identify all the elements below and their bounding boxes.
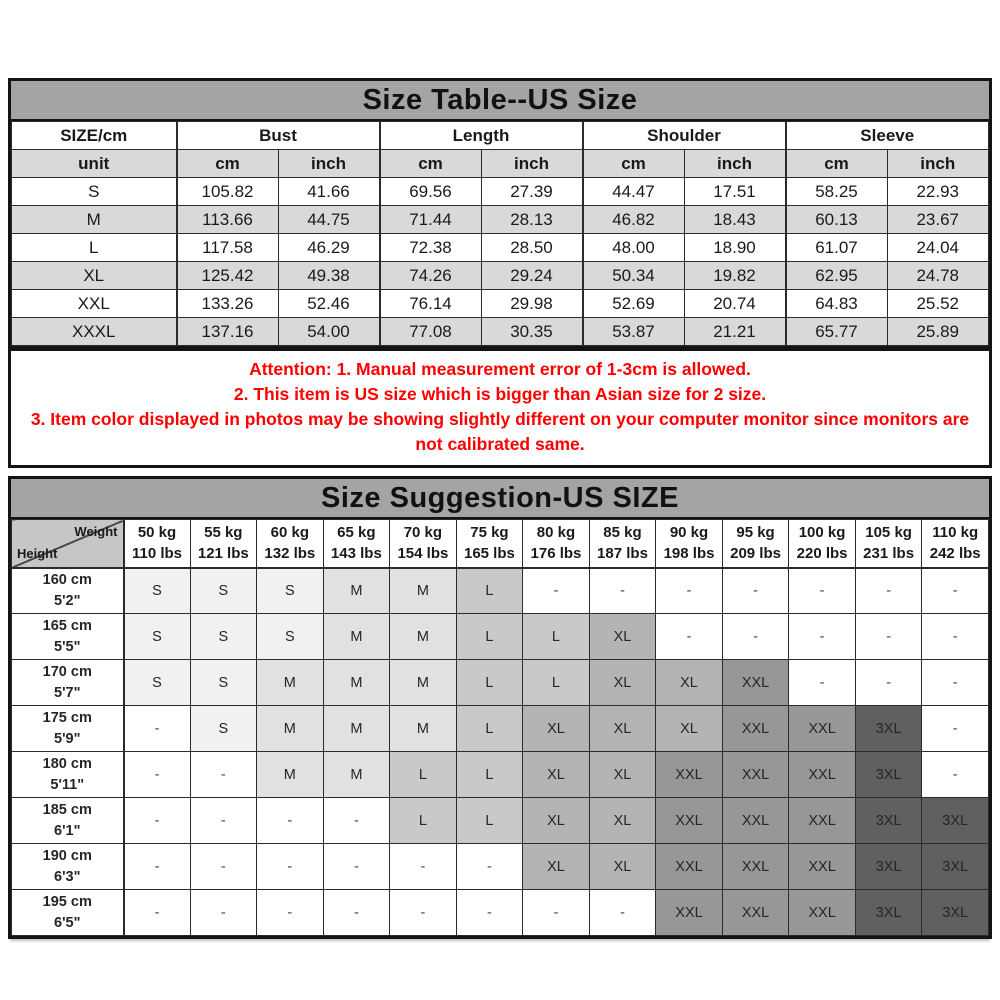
weight-kg-label: 85 kg xyxy=(603,523,642,541)
weight-lbs-label: 121 lbs xyxy=(197,545,249,563)
size-row xyxy=(12,178,989,206)
suggested-size-cell: - xyxy=(523,568,590,614)
height-cm-label: 165 cm xyxy=(42,618,92,635)
suggested-size-cell: S xyxy=(257,568,324,614)
size-suggestion-table xyxy=(11,519,989,936)
size-row xyxy=(12,318,989,346)
suggested-size-cell: XL xyxy=(589,752,656,798)
weight-lbs-label: 132 lbs xyxy=(264,545,316,563)
attention-line: Attention: 1. Manual measurement error of 1-3cm is allowed. xyxy=(249,359,751,379)
weight-kg-label: 60 kg xyxy=(270,523,309,541)
height-ft-label: 5'5" xyxy=(54,638,81,655)
height-header-cell xyxy=(12,706,124,752)
size-row xyxy=(12,262,989,290)
weight-header-cell xyxy=(456,520,523,568)
suggested-size-cell: M xyxy=(257,706,324,752)
measure-value-cell: 105.82 xyxy=(177,178,279,206)
suggested-size-cell: XXL xyxy=(722,660,789,706)
measure-value-cell: 64.83 xyxy=(786,290,888,318)
suggestion-row xyxy=(12,660,989,706)
suggested-size-cell: XL xyxy=(523,798,590,844)
weight-header-cell xyxy=(656,520,723,568)
suggested-size-cell: XL xyxy=(523,844,590,890)
measure-value-cell: 41.66 xyxy=(278,178,380,206)
attention-line: 2. This item is US size which is bigger than Asian size for 2 size. xyxy=(233,384,767,404)
suggested-size-cell: L xyxy=(456,706,523,752)
measure-group-header: Shoulder xyxy=(583,122,786,150)
size-label-cell: S xyxy=(12,178,177,206)
suggested-size-cell: - xyxy=(722,614,789,660)
height-cm-label: 190 cm xyxy=(42,848,92,865)
suggested-size-cell: - xyxy=(722,568,789,614)
suggested-size-cell: XL xyxy=(656,706,723,752)
suggested-size-cell: S xyxy=(190,568,257,614)
height-ft-label: 6'3" xyxy=(54,868,81,885)
suggestion-row xyxy=(12,890,989,936)
suggested-size-cell: S xyxy=(190,614,257,660)
measure-value-cell: 23.67 xyxy=(887,206,989,234)
attention-note xyxy=(8,348,992,468)
weight-kg-label: 105 kg xyxy=(865,523,912,541)
suggested-size-cell: L xyxy=(456,752,523,798)
suggested-size-cell: - xyxy=(922,660,989,706)
unit-cell: cm xyxy=(583,150,685,178)
suggested-size-cell: - xyxy=(190,844,257,890)
measure-value-cell: 18.90 xyxy=(684,234,786,262)
suggested-size-cell: L xyxy=(456,660,523,706)
suggested-size-cell: M xyxy=(390,660,457,706)
weight-lbs-label: 187 lbs xyxy=(597,545,648,563)
measure-value-cell: 28.13 xyxy=(481,206,583,234)
suggested-size-cell: - xyxy=(656,568,723,614)
suggested-size-cell: - xyxy=(589,890,656,936)
suggested-size-cell: - xyxy=(124,798,191,844)
measure-value-cell: 69.56 xyxy=(380,178,482,206)
measure-value-cell: 25.89 xyxy=(887,318,989,346)
size-table-group-header-row xyxy=(12,122,989,150)
measure-value-cell: 72.38 xyxy=(380,234,482,262)
suggested-size-cell: - xyxy=(855,614,922,660)
attention-line: 3. Item color displayed in photos may be showing slightly different on your computer monitor since monitors are not calibrated same. xyxy=(30,409,970,454)
suggestion-row xyxy=(12,614,989,660)
measure-group-header: Length xyxy=(380,122,583,150)
suggested-size-cell: 3XL xyxy=(855,752,922,798)
measure-value-cell: 30.35 xyxy=(481,318,583,346)
suggested-size-cell: L xyxy=(456,798,523,844)
height-header-cell xyxy=(12,890,124,936)
suggested-size-cell: - xyxy=(124,752,191,798)
suggested-size-cell: XL xyxy=(589,706,656,752)
suggested-size-cell: XXL xyxy=(789,752,856,798)
suggested-size-cell: 3XL xyxy=(855,706,922,752)
weight-kg-label: 65 kg xyxy=(337,523,376,541)
suggested-size-cell: M xyxy=(323,568,390,614)
suggested-size-cell: XXL xyxy=(722,706,789,752)
measure-value-cell: 21.21 xyxy=(684,318,786,346)
measure-value-cell: 53.87 xyxy=(583,318,685,346)
size-label-cell: XXL xyxy=(12,290,177,318)
measure-value-cell: 17.51 xyxy=(684,178,786,206)
suggested-size-cell: - xyxy=(124,890,191,936)
measure-value-cell: 49.38 xyxy=(278,262,380,290)
size-suggestion-title: Size Suggestion-US SIZE xyxy=(11,479,989,519)
suggested-size-cell: XL xyxy=(589,798,656,844)
size-suggestion-body xyxy=(12,568,989,936)
weight-header-cell xyxy=(390,520,457,568)
height-header-cell xyxy=(12,752,124,798)
measure-value-cell: 113.66 xyxy=(177,206,279,234)
measure-value-cell: 58.25 xyxy=(786,178,888,206)
size-column-header: SIZE/cm xyxy=(12,122,177,150)
suggested-size-cell: - xyxy=(257,844,324,890)
measure-value-cell: 25.52 xyxy=(887,290,989,318)
suggested-size-cell: - xyxy=(456,890,523,936)
suggested-size-cell: M xyxy=(323,752,390,798)
suggested-size-cell: - xyxy=(922,752,989,798)
weight-kg-label: 110 kg xyxy=(932,523,979,541)
weight-lbs-label: 220 lbs xyxy=(796,545,848,563)
suggested-size-cell: - xyxy=(190,752,257,798)
height-header-cell xyxy=(12,660,124,706)
measure-group-header: Sleeve xyxy=(786,122,989,150)
measure-value-cell: 24.04 xyxy=(887,234,989,262)
suggested-size-cell: - xyxy=(789,660,856,706)
unit-cell: inch xyxy=(278,150,380,178)
suggested-size-cell: XXL xyxy=(656,798,723,844)
weight-kg-label: 75 kg xyxy=(470,523,509,541)
size-suggestion-header-row xyxy=(12,520,989,568)
suggested-size-cell: - xyxy=(323,844,390,890)
weight-header-cell xyxy=(523,520,590,568)
measure-value-cell: 74.26 xyxy=(380,262,482,290)
suggested-size-cell: 3XL xyxy=(855,844,922,890)
size-suggestion-block xyxy=(8,476,992,939)
size-row xyxy=(12,206,989,234)
measure-value-cell: 50.34 xyxy=(583,262,685,290)
suggested-size-cell: S xyxy=(190,660,257,706)
suggested-size-cell: XL xyxy=(589,660,656,706)
suggested-size-cell: M xyxy=(390,568,457,614)
suggested-size-cell: - xyxy=(855,660,922,706)
suggested-size-cell: - xyxy=(456,844,523,890)
height-ft-label: 5'2" xyxy=(54,592,81,609)
measure-value-cell: 46.29 xyxy=(278,234,380,262)
weight-kg-label: 50 kg xyxy=(137,523,177,541)
weight-lbs-label: 176 lbs xyxy=(530,545,582,563)
suggested-size-cell: XXL xyxy=(656,752,723,798)
size-label-cell: XL xyxy=(12,262,177,290)
weight-kg-label: 55 kg xyxy=(204,523,243,541)
size-row xyxy=(12,290,989,318)
size-label-cell: XXXL xyxy=(12,318,177,346)
weight-lbs-label: 165 lbs xyxy=(463,545,515,563)
measure-value-cell: 52.46 xyxy=(278,290,380,318)
weight-header-cell xyxy=(855,520,922,568)
height-cm-label: 175 cm xyxy=(42,710,92,727)
suggested-size-cell: L xyxy=(456,568,523,614)
suggested-size-cell: - xyxy=(390,844,457,890)
height-ft-label: 5'9" xyxy=(54,730,81,747)
suggested-size-cell: XL xyxy=(656,660,723,706)
suggested-size-cell: L xyxy=(390,798,457,844)
suggested-size-cell: - xyxy=(257,798,324,844)
corner-height-label: Height xyxy=(17,545,58,561)
weight-kg-label: 80 kg xyxy=(536,523,576,541)
weight-lbs-label: 110 lbs xyxy=(131,545,183,563)
height-ft-label: 6'5" xyxy=(54,914,81,931)
suggested-size-cell: M xyxy=(390,706,457,752)
suggestion-row xyxy=(12,706,989,752)
measure-value-cell: 125.42 xyxy=(177,262,279,290)
suggested-size-cell: M xyxy=(323,614,390,660)
weight-kg-label: 100 kg xyxy=(798,523,846,541)
weight-header-cell xyxy=(190,520,257,568)
size-table-title: Size Table--US Size xyxy=(11,81,989,121)
suggested-size-cell: 3XL xyxy=(922,890,989,936)
measure-value-cell: 46.82 xyxy=(583,206,685,234)
weight-lbs-label: 143 lbs xyxy=(330,545,382,563)
size-label-cell: M xyxy=(12,206,177,234)
size-table-block xyxy=(8,78,992,349)
measure-value-cell: 27.39 xyxy=(481,178,583,206)
suggested-size-cell: - xyxy=(922,568,989,614)
suggested-size-cell: XL xyxy=(589,844,656,890)
suggested-size-cell: S xyxy=(124,660,191,706)
suggestion-row xyxy=(12,752,989,798)
suggested-size-cell: 3XL xyxy=(855,890,922,936)
suggested-size-cell: XL xyxy=(523,706,590,752)
suggested-size-cell: 3XL xyxy=(922,844,989,890)
suggested-size-cell: S xyxy=(190,706,257,752)
measure-value-cell: 54.00 xyxy=(278,318,380,346)
suggested-size-cell: XL xyxy=(589,614,656,660)
suggested-size-cell: M xyxy=(323,706,390,752)
unit-cell: cm xyxy=(380,150,482,178)
weight-header-cell xyxy=(722,520,789,568)
suggested-size-cell: L xyxy=(523,660,590,706)
measure-value-cell: 65.77 xyxy=(786,318,888,346)
measure-value-cell: 137.16 xyxy=(177,318,279,346)
size-table xyxy=(11,121,989,346)
suggested-size-cell: - xyxy=(323,798,390,844)
measure-value-cell: 61.07 xyxy=(786,234,888,262)
suggested-size-cell: - xyxy=(124,706,191,752)
suggested-size-cell: - xyxy=(523,890,590,936)
suggested-size-cell: 3XL xyxy=(922,798,989,844)
suggested-size-cell: - xyxy=(922,706,989,752)
suggested-size-cell: - xyxy=(789,568,856,614)
height-cm-label: 195 cm xyxy=(42,894,92,911)
measure-value-cell: 20.74 xyxy=(684,290,786,318)
height-header-cell xyxy=(12,844,124,890)
suggestion-row xyxy=(12,568,989,614)
size-label-cell: L xyxy=(12,234,177,262)
suggested-size-cell: L xyxy=(456,614,523,660)
measure-value-cell: 29.24 xyxy=(481,262,583,290)
weight-lbs-label: 242 lbs xyxy=(929,545,981,563)
weight-header-cell xyxy=(124,520,191,568)
suggested-size-cell: XXL xyxy=(722,752,789,798)
suggested-size-cell: - xyxy=(124,844,191,890)
suggestion-row xyxy=(12,798,989,844)
suggested-size-cell: - xyxy=(190,890,257,936)
height-header-cell xyxy=(12,568,124,614)
suggested-size-cell: L xyxy=(390,752,457,798)
measure-value-cell: 76.14 xyxy=(380,290,482,318)
suggested-size-cell: L xyxy=(523,614,590,660)
measure-value-cell: 19.82 xyxy=(684,262,786,290)
measure-value-cell: 71.44 xyxy=(380,206,482,234)
suggested-size-cell: - xyxy=(855,568,922,614)
suggested-size-cell: XXL xyxy=(789,844,856,890)
height-cm-label: 160 cm xyxy=(42,572,92,589)
height-header-cell xyxy=(12,798,124,844)
unit-cell: cm xyxy=(786,150,888,178)
suggested-size-cell: - xyxy=(390,890,457,936)
measure-value-cell: 24.78 xyxy=(887,262,989,290)
size-row xyxy=(12,234,989,262)
suggested-size-cell: S xyxy=(124,568,191,614)
suggested-size-cell: M xyxy=(257,660,324,706)
height-cm-label: 180 cm xyxy=(42,756,92,773)
suggested-size-cell: XXL xyxy=(722,890,789,936)
corner-weight-label: Weight xyxy=(74,524,118,539)
suggested-size-cell: M xyxy=(323,660,390,706)
measure-value-cell: 133.26 xyxy=(177,290,279,318)
height-cm-label: 170 cm xyxy=(42,664,92,681)
unit-cell: inch xyxy=(684,150,786,178)
unit-cell: inch xyxy=(481,150,583,178)
measure-value-cell: 22.93 xyxy=(887,178,989,206)
measure-value-cell: 52.69 xyxy=(583,290,685,318)
measure-value-cell: 44.75 xyxy=(278,206,380,234)
suggested-size-cell: - xyxy=(257,890,324,936)
weight-lbs-label: 154 lbs xyxy=(397,545,449,563)
suggested-size-cell: - xyxy=(789,614,856,660)
weight-lbs-label: 209 lbs xyxy=(730,545,781,563)
unit-cell: cm xyxy=(177,150,279,178)
suggested-size-cell: - xyxy=(656,614,723,660)
unit-cell: unit xyxy=(12,150,177,178)
suggested-size-cell: M xyxy=(257,752,324,798)
height-ft-label: 6'1" xyxy=(54,822,81,839)
unit-cell: inch xyxy=(887,150,989,178)
size-table-body xyxy=(12,178,989,346)
suggested-size-cell: XXL xyxy=(722,844,789,890)
suggested-size-cell: XL xyxy=(523,752,590,798)
suggested-size-cell: M xyxy=(390,614,457,660)
suggested-size-cell: XXL xyxy=(656,844,723,890)
measure-value-cell: 18.43 xyxy=(684,206,786,234)
weight-header-cell xyxy=(789,520,856,568)
weight-header-cell xyxy=(922,520,989,568)
measure-value-cell: 44.47 xyxy=(583,178,685,206)
height-header-cell xyxy=(12,614,124,660)
weight-kg-label: 95 kg xyxy=(736,523,775,541)
size-table-unit-row xyxy=(12,150,989,178)
suggested-size-cell: - xyxy=(323,890,390,936)
measure-value-cell: 48.00 xyxy=(583,234,685,262)
suggested-size-cell: 3XL xyxy=(855,798,922,844)
measure-value-cell: 117.58 xyxy=(177,234,279,262)
height-ft-label: 5'7" xyxy=(54,684,81,701)
suggested-size-cell: S xyxy=(124,614,191,660)
measure-value-cell: 28.50 xyxy=(481,234,583,262)
height-cm-label: 185 cm xyxy=(42,802,92,819)
weight-lbs-label: 231 lbs xyxy=(863,545,915,563)
weight-header-cell xyxy=(589,520,656,568)
weight-header-cell xyxy=(323,520,390,568)
measure-value-cell: 62.95 xyxy=(786,262,888,290)
weight-height-corner-cell xyxy=(12,520,124,568)
suggestion-row xyxy=(12,844,989,890)
measure-value-cell: 77.08 xyxy=(380,318,482,346)
weight-header-cell xyxy=(257,520,324,568)
suggested-size-cell: XXL xyxy=(789,890,856,936)
weight-kg-label: 90 kg xyxy=(669,523,709,541)
suggested-size-cell: XXL xyxy=(789,706,856,752)
suggested-size-cell: S xyxy=(257,614,324,660)
suggested-size-cell: - xyxy=(589,568,656,614)
suggested-size-cell: XXL xyxy=(656,890,723,936)
weight-kg-label: 70 kg xyxy=(403,523,443,541)
suggested-size-cell: XXL xyxy=(722,798,789,844)
measure-value-cell: 29.98 xyxy=(481,290,583,318)
suggested-size-cell: - xyxy=(190,798,257,844)
height-ft-label: 5'11" xyxy=(50,776,85,793)
measure-value-cell: 60.13 xyxy=(786,206,888,234)
weight-lbs-label: 198 lbs xyxy=(663,545,715,563)
suggested-size-cell: - xyxy=(922,614,989,660)
suggested-size-cell: XXL xyxy=(789,798,856,844)
measure-group-header: Bust xyxy=(177,122,380,150)
